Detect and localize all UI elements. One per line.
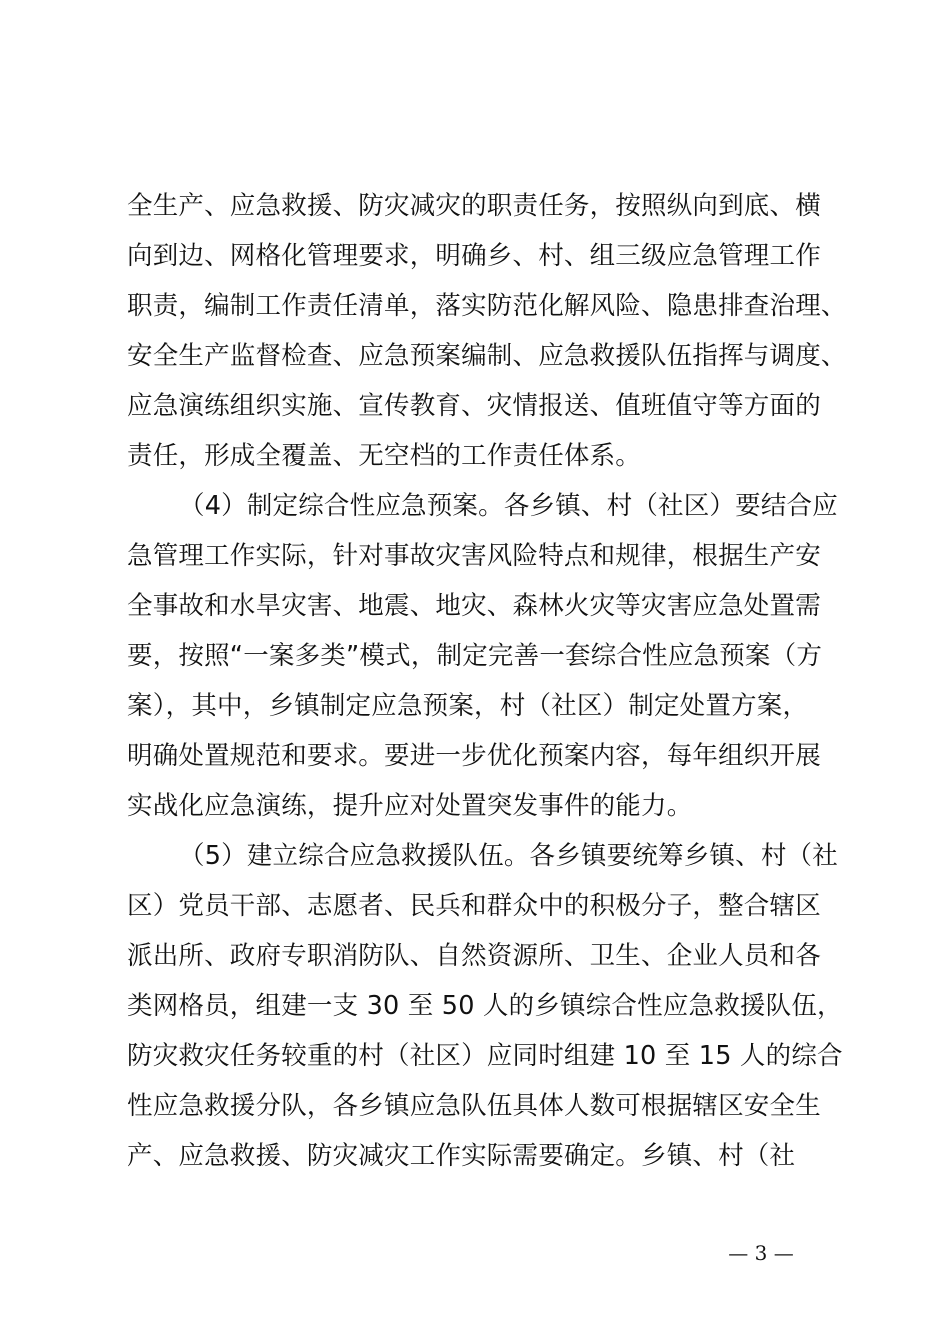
paragraph-5-heading-line: （5）建立综合应急救援队伍。各乡镇要统筹乡镇、村（社 — [179, 841, 838, 871]
body-text-line: 向到边、网格化管理要求，明确乡、村、组三级应急管理工作 — [127, 241, 821, 271]
body-text-line: 案），其中，乡镇制定应急预案，村（社区）制定处置方案， — [127, 691, 809, 721]
body-text-line: 安全生产监督检查、应急预案编制、应急救援队伍指挥与调度、 — [127, 341, 847, 371]
body-text-line: 职责，编制工作责任清单，落实防范化解风险、隐患排查治理、 — [127, 291, 847, 321]
body-text-line: 派出所、政府专职消防队、自然资源所、卫生、企业人员和各 — [127, 941, 821, 971]
body-text-line: 全事故和水旱灾害、地震、地灾、森林火灾等灾害应急处置需 — [127, 591, 821, 621]
body-text-line: 类网格员，组建一支 30 至 50 人的乡镇综合性应急救援队伍， — [127, 991, 843, 1021]
body-text-line: 应急演练组织实施、宣传教育、灾情报送、值班值守等方面的 — [127, 391, 821, 421]
body-text-line: 防灾救灾任务较重的村（社区）应同时组建 10 至 15 人的综合 — [127, 1041, 843, 1071]
body-text-line: 性应急救援分队，各乡镇应急队伍具体人数可根据辖区安全生 — [127, 1091, 821, 1121]
page-number: — 3 — — [728, 1241, 794, 1265]
body-text-line: 全生产、应急救援、防灾减灾的职责任务，按照纵向到底、横 — [127, 191, 821, 221]
body-text-line: 实战化应急演练，提升应对处置突发事件的能力。 — [127, 791, 693, 821]
body-text-line: 急管理工作实际，针对事故灾害风险特点和规律，根据生产安 — [127, 541, 821, 571]
body-text-line: 要，按照“一案多类”模式，制定完善一套综合性应急预案（方 — [127, 641, 823, 671]
body-text-line: 明确处置规范和要求。要进一步优化预案内容，每年组织开展 — [127, 741, 821, 771]
body-text-line: 区）党员干部、志愿者、民兵和群众中的积极分子，整合辖区 — [127, 891, 821, 921]
body-text-line: 责任，形成全覆盖、无空档的工作责任体系。 — [127, 441, 642, 471]
body-text-line: 产、应急救援、防灾减灾工作实际需要确定。乡镇、村（社 — [127, 1141, 796, 1171]
paragraph-4-heading-line: （4）制定综合性应急预案。各乡镇、村（社区）要结合应 — [179, 491, 838, 521]
